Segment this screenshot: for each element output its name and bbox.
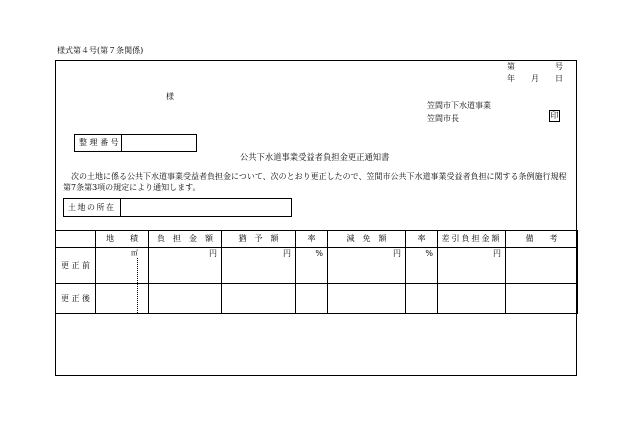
cell-charge-amount — [149, 248, 222, 284]
cell-area — [96, 284, 149, 314]
cell-net-charge — [438, 248, 506, 284]
cell-reduction-amount — [328, 284, 406, 314]
table-header-row — [56, 231, 578, 248]
unit-yen: 円 — [393, 249, 401, 258]
document-number-line: 第 号 — [507, 62, 567, 71]
table-row — [56, 248, 578, 284]
header-corner — [56, 231, 96, 248]
issuer-title: 笠間市長 — [427, 114, 459, 123]
cell-reduction-amount — [328, 248, 406, 284]
row-label-after: 更 正 後 — [56, 284, 96, 314]
unit-percent: % — [315, 249, 323, 258]
cell-deferral-amount — [222, 248, 296, 284]
reference-number-label: 整 理 番 号 — [75, 135, 122, 151]
dotted-divider — [137, 284, 138, 313]
form-frame — [55, 60, 577, 376]
header-charge-amount: 負 担 金 額 — [149, 231, 222, 248]
header-reduction-amount: 減 免 額 — [328, 231, 406, 248]
cell-deferral-amount — [222, 284, 296, 314]
table-row — [56, 284, 578, 314]
cell-reduction-rate — [406, 248, 438, 284]
land-location-label: 土地の所在 — [64, 199, 121, 216]
land-location-box — [63, 198, 292, 217]
header-area: 地 積 — [96, 231, 149, 248]
reference-number-box — [74, 134, 197, 152]
cell-net-charge — [438, 284, 506, 314]
body-text-line: 第7条第3項の規定により通知します。 — [63, 183, 201, 192]
reference-number-value — [122, 135, 196, 151]
dotted-divider — [137, 258, 138, 283]
unit-square-meter: ㎡ — [131, 249, 138, 257]
unit-yen: 円 — [283, 249, 291, 258]
cell-remarks — [506, 284, 578, 314]
fee-correction-table — [55, 230, 578, 314]
date-line: 年 月 日 — [507, 74, 563, 83]
cell-deferral-rate — [296, 284, 328, 314]
header-reduction-rate: 率 — [406, 231, 438, 248]
header-deferral-rate: 率 — [296, 231, 328, 248]
land-location-value — [121, 199, 291, 216]
unit-percent: % — [425, 249, 433, 258]
unit-yen: 円 — [493, 249, 501, 258]
header-remarks: 備 考 — [506, 231, 578, 248]
cell-remarks — [506, 248, 578, 284]
body-text-line: 次の土地に係る公共下水道事業受益者負担金について、次のとおり更正したので、笠間市公共下水道事業受益者負担に関する条例施行規程 — [63, 172, 567, 181]
issuer-organization: 笠間市下水道事業 — [427, 101, 491, 110]
header-deferral-amount: 猶 予 額 — [222, 231, 296, 248]
cell-charge-amount — [149, 284, 222, 314]
seal-mark: 印 — [550, 111, 559, 120]
form-id: 様式第４号(第７条関係) — [57, 46, 144, 55]
unit-yen: 円 — [209, 249, 217, 258]
row-label-before: 更 正 前 — [56, 248, 96, 284]
cell-reduction-rate — [406, 284, 438, 314]
header-net-charge: 差引負担金額 — [438, 231, 506, 248]
addressee-suffix: 様 — [166, 92, 174, 101]
cell-deferral-rate — [296, 248, 328, 284]
cell-area — [96, 248, 149, 284]
seal-icon — [549, 110, 560, 122]
document-title: 公共下水道事業受益者負担金更正通知書 — [240, 152, 390, 162]
